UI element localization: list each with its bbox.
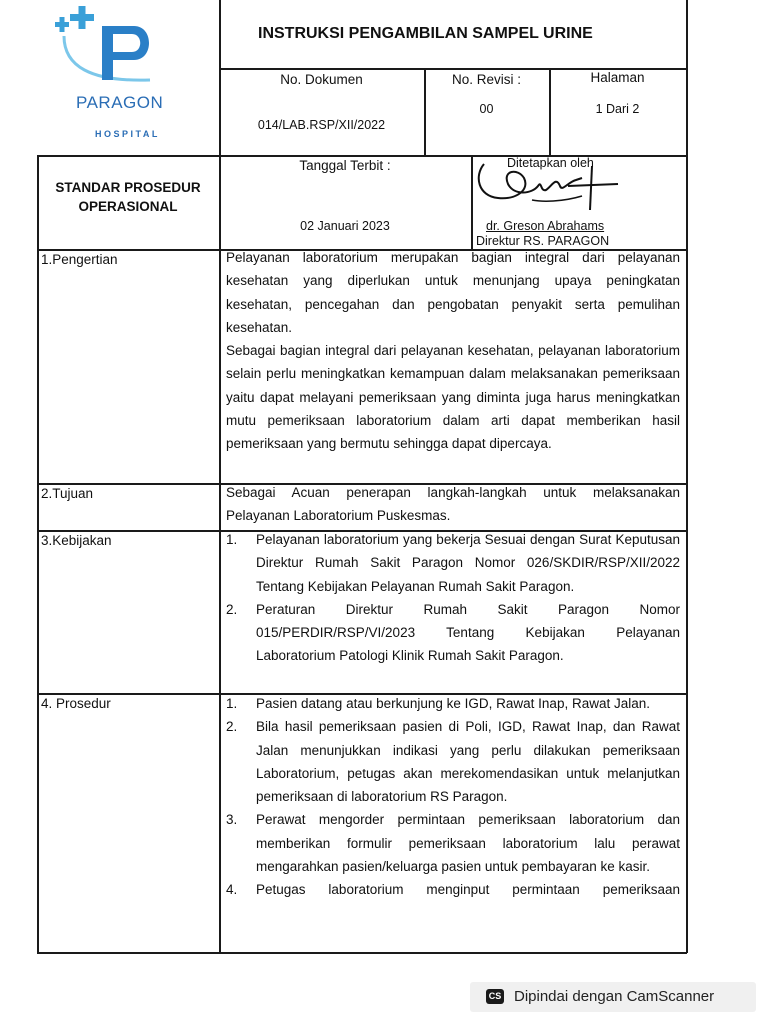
sop-line-1: STANDAR PROSEDUR (55, 180, 201, 195)
list-item-number: 1. (226, 696, 238, 711)
list-item (221, 808, 680, 878)
logo-subtitle: HOSPITAL (95, 129, 160, 139)
doc-number-label: No. Dokumen (280, 72, 363, 87)
page-value: 1 Dari 2 (595, 102, 640, 116)
list-item-text: Pasien datang atau berkunjung ke IGD, Rawat Inap, Rawat Jalan. (256, 696, 650, 711)
signature-icon (472, 156, 632, 220)
sop-label (37, 178, 219, 216)
page-label: Halaman (590, 70, 645, 85)
approver-name: dr. Greson Abrahams (486, 219, 605, 233)
list-item (221, 715, 680, 808)
table-border-right (686, 0, 688, 953)
list-item (221, 528, 680, 598)
list-item-text: Pelayanan laboratorium yang bekerja Sesuai dengan Surat Keputusan Direktur Rumah Sakit Paragon Nomor 026/SKDIR/RSP/XII/2022 Tentang Kebijakan Pelayanan Rumah Sakit Paragon. (256, 532, 680, 594)
list-item-number: 2. (226, 719, 238, 735)
list-item-number: 4. (226, 882, 238, 898)
logo-name: PARAGON (76, 93, 164, 112)
section-body-tujuan: Sebagai Acuan penerapan langkah-langkah untuk melaksanakan Pelayanan Laboratorium Puskesmas. (226, 485, 680, 524)
document-title: INSTRUKSI PENGAMBILAN SAMPEL URINE (258, 25, 593, 42)
approved-by-label: Ditetapkan oleh (507, 156, 594, 170)
pengertian-paragraph-1: Pelayanan laboratorium merupakan bagian integral dari pelayanan kesehatan yang diperlukan untuk menunjang upaya peningkatan kesehatan, pencegahan dan pengobatan penyakit serta pemulihan kesehatan. (226, 250, 680, 335)
list-item (221, 878, 680, 901)
issue-date-value: 02 Januari 2023 (300, 219, 390, 233)
camscanner-icon: CS (486, 989, 504, 1004)
hospital-logo (50, 6, 190, 106)
kebijakan-list (221, 528, 680, 668)
section-label-kebijakan: 3.Kebijakan (41, 533, 112, 548)
table-border-bottom (37, 952, 687, 954)
list-item-number: 2. (226, 601, 238, 617)
table-border-left (37, 155, 39, 953)
section-label-prosedur: 4. Prosedur (41, 696, 111, 711)
list-item-text: Petugas laboratorium menginput permintaan pemeriksaan (256, 882, 680, 898)
revision-value: 00 (479, 102, 494, 116)
prosedur-list (221, 692, 680, 902)
revision-label: No. Revisi : (451, 72, 522, 87)
section-label-tujuan: 2.Tujuan (41, 486, 94, 501)
list-item-text: Bila hasil pemeriksaan pasien di Poli, IGD, Rawat Inap, dan Rawat Jalan menunjukkan indikasi yang perlu dilakukan pemeriksaan Laboratorium, petugas akan merekomendasikan untuk melanjutkan pemeriksaan di laboratorium RS Paragon. (256, 719, 680, 805)
issue-date-label: Tanggal Terbit : (299, 158, 391, 173)
pengertian-paragraph-2: Sebagai bagian integral dari pelayanan kesehatan, pelayanan laboratorium selain perlu meningkatkan kemampuan dalam melaksanakan pemeriksaan yaitu dapat melayani pemeriksaan yang diminta juga harus meningkatkan mutu pemeriksaan laboratorium dalam arti dapat memberikan hasil pemeriksaan yang bermutu sehingga dapat dipercaya. (226, 343, 680, 452)
list-item-text: Peraturan Direktur Rumah Sakit Paragon Nomor 015/PERDIR/RSP/VI/2023 Tentang Kebijakan Pelayanan Laboratorium Patologi Klinik Rumah Sakit Paragon. (256, 601, 680, 664)
logo-icon (50, 6, 190, 88)
scanner-watermark (470, 982, 756, 1012)
section-body-pengertian (226, 246, 680, 456)
scanner-watermark-text: Dipindai dengan CamScanner (514, 988, 715, 1005)
list-item-number: 1. (226, 532, 238, 547)
section-label-pengertian: 1.Pengertian (41, 252, 118, 267)
approver-title: Direktur RS. PARAGON (476, 234, 610, 248)
list-item-number: 3. (226, 812, 238, 828)
list-item (221, 692, 680, 715)
list-item (221, 598, 680, 668)
sop-line-2: OPERASIONAL (78, 199, 178, 214)
doc-number-value: 014/LAB.RSP/XII/2022 (257, 118, 386, 132)
list-item-text: Perawat mengorder permintaan pemeriksaan laboratorium dan memberikan formulir pemeriksaan laboratorium lalu perawat mengarahkan pasien/keluarga pasien untuk pembayaran ke kasir. (256, 812, 680, 875)
